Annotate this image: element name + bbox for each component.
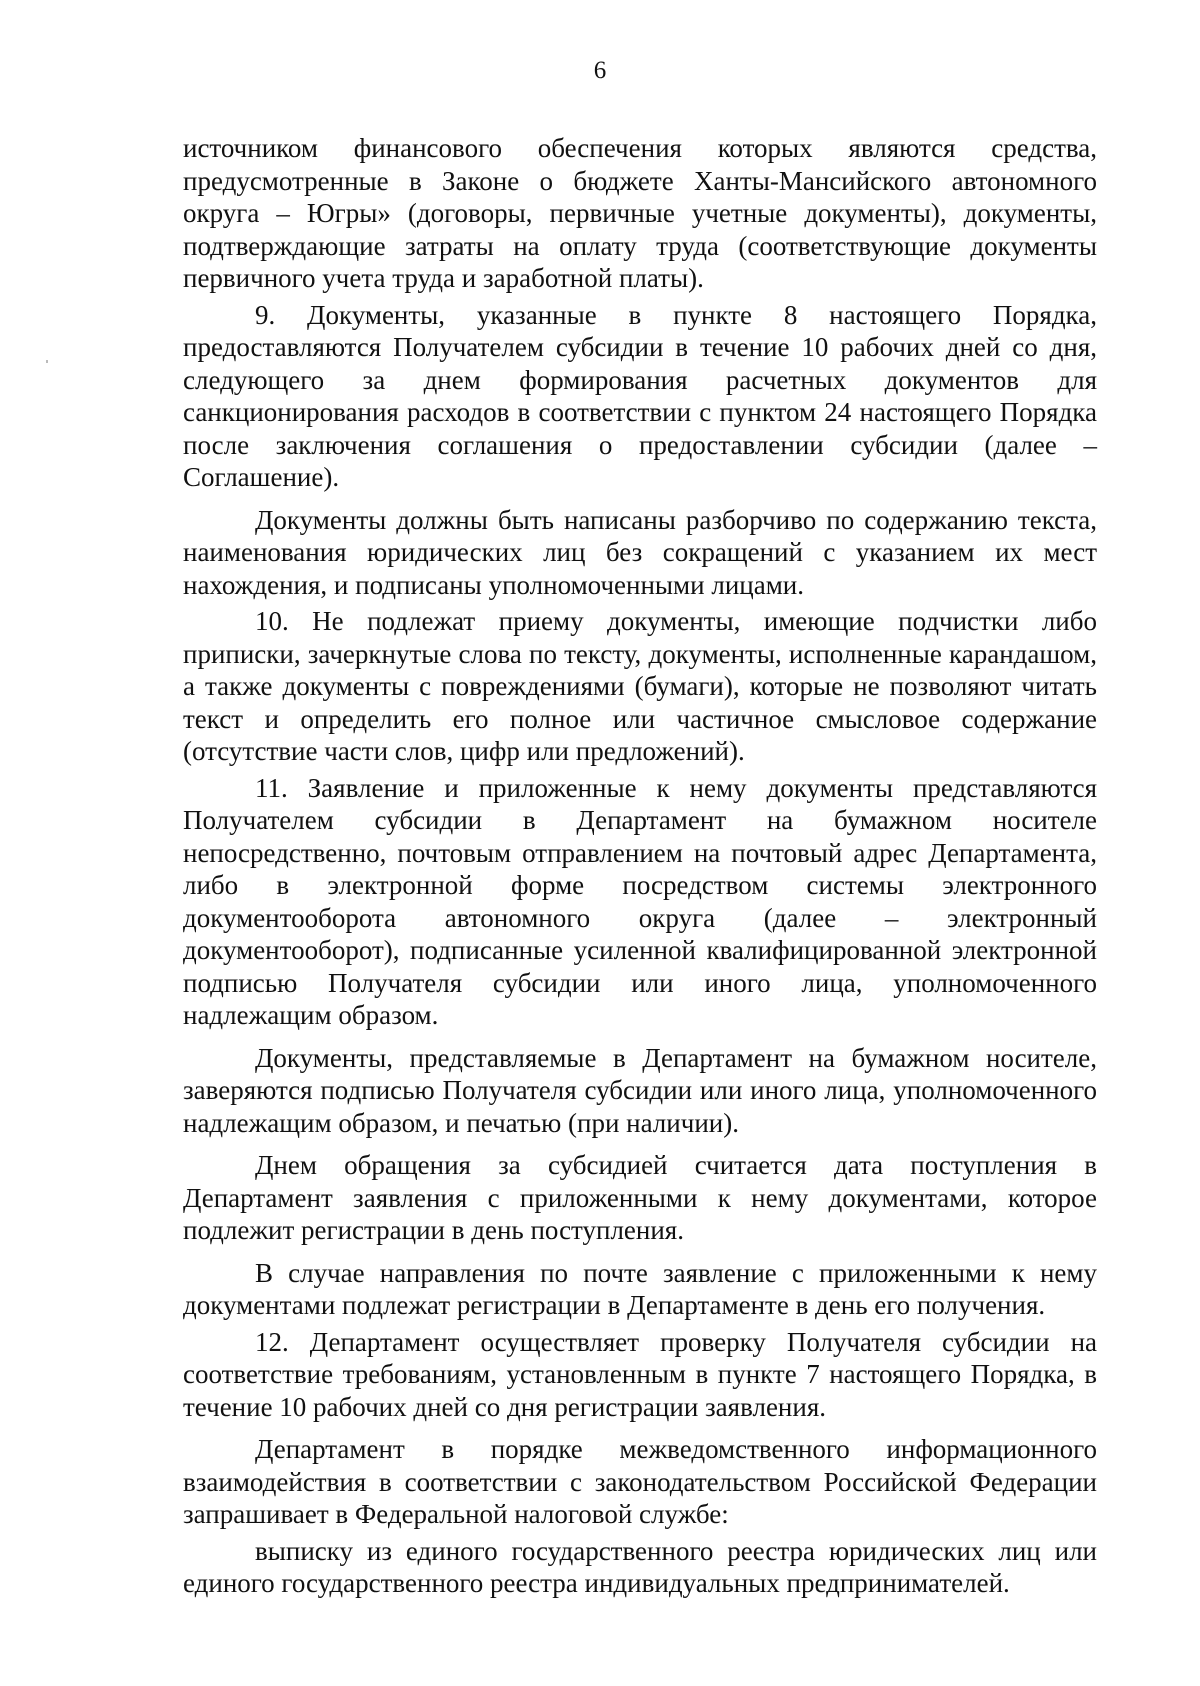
- paragraph-paper-documents: Документы, представляемые в Департамент на бумажном носителе, заверяются подписью Получателя субсидии или иного лица, уполномоченного надлежащим образом, и печатью (при наличии).: [183, 1042, 1097, 1138]
- paragraph-item-11: 11. Заявление и приложенные к нему документы представляются Получателем субсидии в Департамент на бумажном носителе непосредственно, почтовым отправлением на почтовый адрес Департамента, либо в электронной форме посредством системы электронного документооборота автономного округа (далее – электронный документооборот), подписанные усиленной квалифицированной электронной подписью Получателя субсидии или иного лица, уполномоченного надлежащим образом.: [183, 772, 1097, 1030]
- page-number: 6: [593, 57, 607, 84]
- paragraph-application-date: Днем обращения за субсидией считается дата поступления в Департамент заявления с приложенными к нему документами, которое подлежит регистрации в день поступления.: [183, 1150, 1097, 1245]
- paragraph-documents-requirements: Документы должны быть написаны разборчиво по содержанию текста, наименования юридических лиц без сокращений с указанием их мест нахождения, и подписаны уполномоченными лицами.: [183, 504, 1097, 600]
- scan-speck: [46, 360, 48, 363]
- paragraph-item-9: 9. Документы, указанные в пункте 8 настоящего Порядка, предоставляются Получателем субсидии в течение 10 рабочих дней со дня, следующего за днем формирования расчетных документов для санкционирования расходов в соответствии с пунктом 24 настоящего Порядка после заключения соглашения о предоставлении субсидии (далее – Соглашение).: [183, 299, 1097, 492]
- paragraph-continuation: источником финансового обеспечения которых являются средства, предусмотренные в Законе о бюджете Ханты-Мансийского автономного округа – Югры» (договоры, первичные учетные документы), документы, подтверждающие затраты на оплату труда (соответствующие документы первичного учета труда и заработной платы).: [183, 133, 1097, 293]
- paragraph-registry-extract: выписку из единого государственного реестра юридических лиц или единого государственного реестра индивидуальных предпринимателей.: [183, 1535, 1097, 1598]
- paragraph-item-10: 10. Не подлежат приему документы, имеющие подчистки либо приписки, зачеркнутые слова по тексту, документы, исполненные карандашом, а также документы с повреждениями (бумаги), которые не позволяют читать текст и определить его полное или частичное смысловое содержание (отсутствие части слов, цифр или предложений).: [183, 606, 1097, 766]
- paragraph-item-12: 12. Департамент осуществляет проверку Получателя субсидии на соответствие требованиям, установленным в пункте 7 настоящего Порядка, в течение 10 рабочих дней со дня регистрации заявления.: [183, 1326, 1097, 1422]
- paragraph-postal-registration: В случае направления по почте заявление с приложенными к нему документами подлежат регистрации в Департаменте в день его получения.: [183, 1257, 1097, 1320]
- paragraph-interagency-request: Департамент в порядке межведомственного информационного взаимодействия в соответствии с законодательством Российской Федерации запрашивает в Федеральной налоговой службе:: [183, 1434, 1097, 1529]
- document-body: [183, 132, 1097, 1600]
